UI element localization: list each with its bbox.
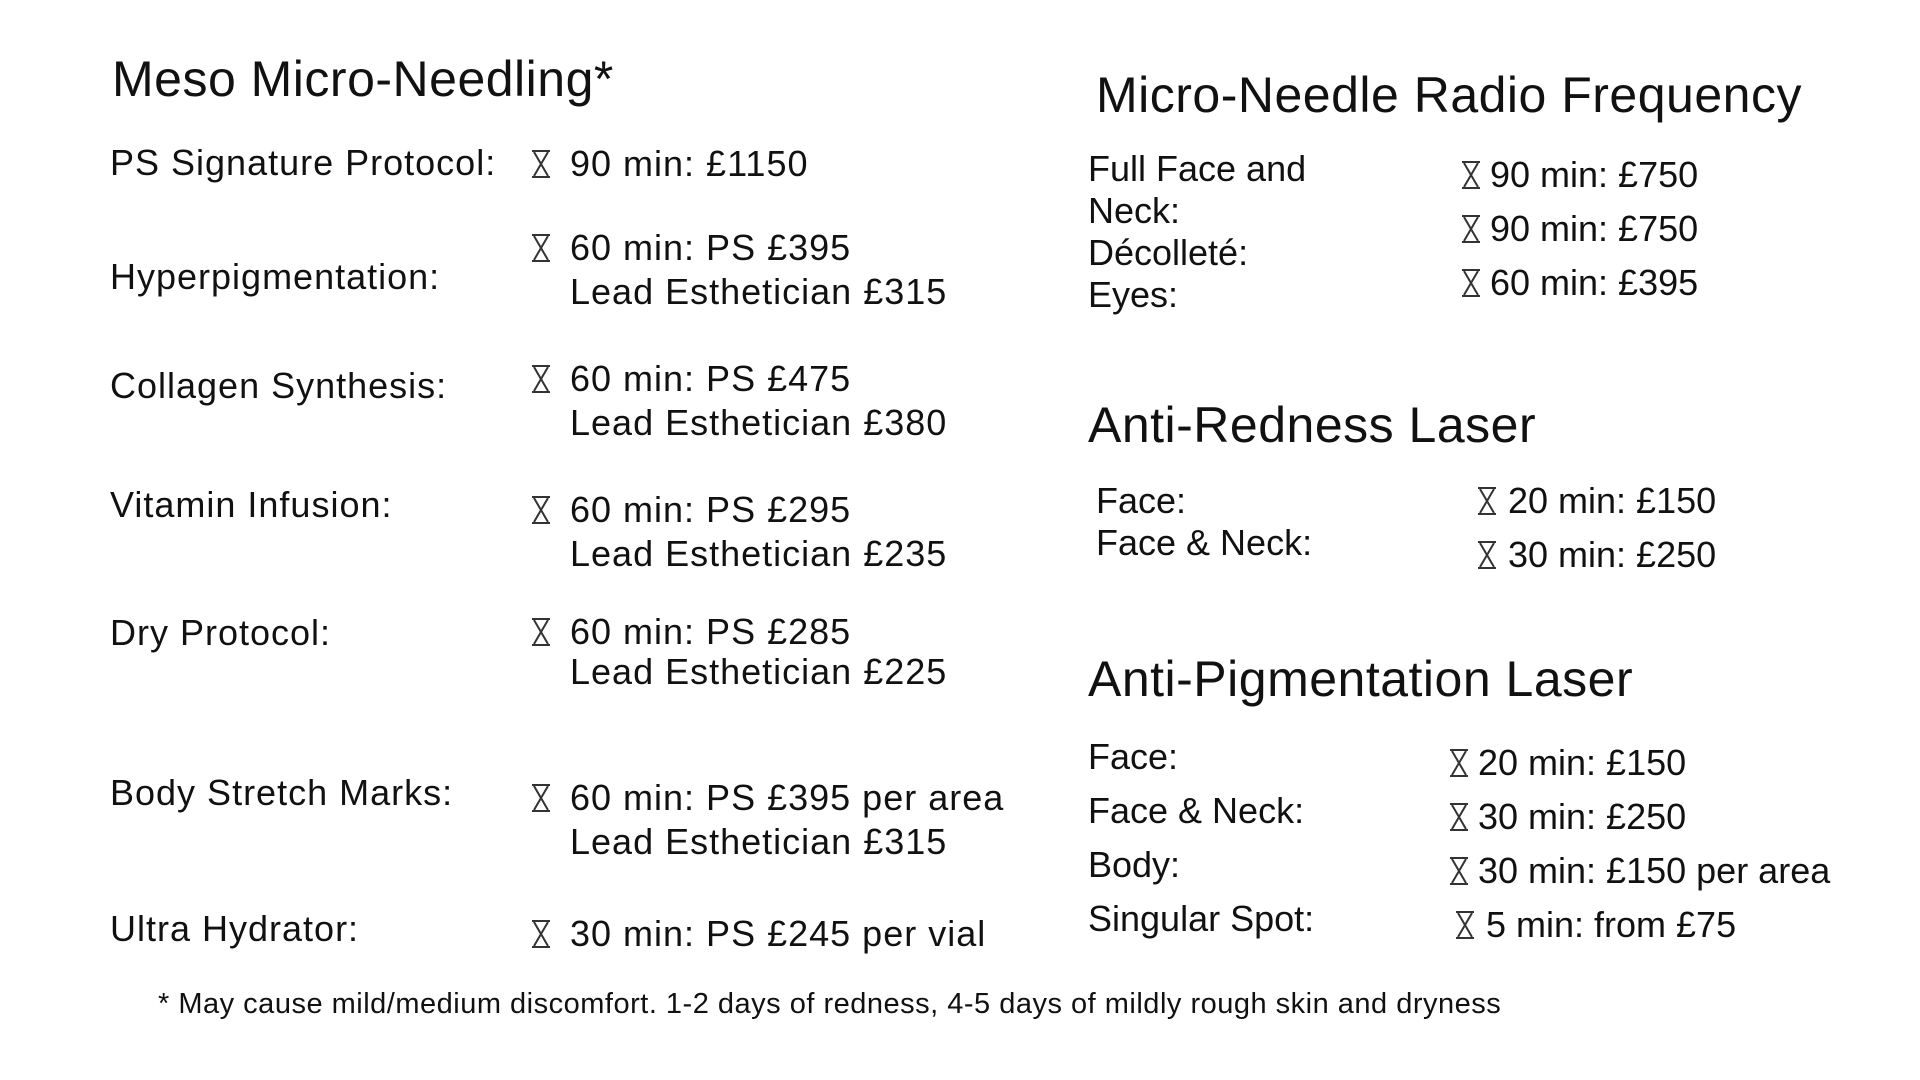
rf-price: 90 min: £750 — [1490, 208, 1699, 249]
hourglass-icon — [1460, 214, 1482, 244]
treatment-row — [110, 484, 1070, 588]
hourglass-icon — [530, 919, 552, 949]
rf-price: 90 min: £750 — [1490, 154, 1699, 195]
price-line: 60 min: PS £395 — [570, 227, 852, 268]
treatment-row — [110, 612, 1070, 702]
anti-redness-title: Anti-Redness Laser — [1088, 397, 1537, 453]
treatment-price — [530, 226, 947, 314]
price-line: Lead Esthetician £315 — [570, 271, 948, 312]
anti-pigmentation-labels — [1088, 730, 1314, 946]
anti-redness-prices — [1476, 474, 1716, 582]
treatment-row — [110, 226, 1070, 326]
treatment-label: Vitamin Infusion: — [110, 484, 393, 525]
hourglass-icon — [1476, 486, 1498, 516]
price-line: Lead Esthetician £225 — [570, 651, 948, 692]
anti-pigmentation-price: 30 min: £250 — [1478, 796, 1687, 837]
treatment-price — [530, 142, 809, 186]
treatment-label: Hyperpigmentation: — [110, 256, 441, 297]
hourglass-icon — [530, 149, 552, 179]
hourglass-icon — [1448, 802, 1470, 832]
meso-title: Meso Micro-Needling* — [112, 51, 614, 107]
rf-labels — [1088, 148, 1306, 316]
treatment-label: Dry Protocol: — [110, 612, 332, 653]
treatment-price — [530, 357, 947, 445]
price-line: 90 min: £1150 — [570, 143, 809, 184]
hourglass-icon — [1460, 160, 1482, 190]
hourglass-icon — [530, 364, 552, 394]
hourglass-icon — [1476, 540, 1498, 570]
treatment-price — [530, 612, 947, 692]
meso-section — [110, 50, 1070, 954]
price-line: 30 min: PS £245 per vial — [570, 913, 987, 954]
treatment-row — [110, 357, 1070, 457]
anti-pigmentation-label: Body: — [1088, 844, 1181, 885]
treatment-price — [530, 912, 986, 956]
rf-title: Micro-Needle Radio Frequency — [1096, 67, 1802, 123]
treatment-label: Collagen Synthesis: — [110, 365, 448, 406]
hourglass-icon — [1454, 910, 1476, 940]
anti-pigmentation-price: 20 min: £150 — [1478, 742, 1687, 783]
footnote: * May cause mild/medium discomfort. 1-2 days of redness, 4-5 days of mildly rough skin and dryness — [158, 988, 1502, 1020]
hourglass-icon — [530, 783, 552, 813]
treatment-row — [110, 142, 1070, 202]
anti-redness-labels — [1096, 480, 1312, 564]
price-line: 60 min: PS £295 — [570, 489, 852, 530]
treatment-row — [110, 908, 1070, 972]
anti-pigmentation-prices — [1448, 736, 1830, 952]
rf-label: Eyes: — [1088, 274, 1179, 315]
hourglass-icon — [530, 233, 552, 263]
hourglass-icon — [1460, 268, 1482, 298]
price-line: Lead Esthetician £315 — [570, 821, 948, 862]
price-line: 60 min: PS £285 — [570, 611, 852, 652]
price-line: Lead Esthetician £380 — [570, 402, 948, 443]
anti-redness-label: Face & Neck: — [1096, 522, 1313, 563]
hourglass-icon — [530, 617, 552, 647]
price-line: Lead Esthetician £235 — [570, 533, 948, 574]
treatment-label: PS Signature Protocol: — [110, 142, 497, 183]
hourglass-icon — [1448, 856, 1470, 886]
treatment-price — [530, 776, 1004, 864]
rf-prices — [1460, 148, 1698, 310]
rf-label: Full Face and — [1088, 148, 1307, 189]
anti-pigmentation-label: Face & Neck: — [1088, 790, 1305, 831]
treatment-label: Body Stretch Marks: — [110, 772, 454, 813]
rf-label: Décolleté: — [1088, 232, 1249, 273]
price-line: 60 min: PS £395 per area — [570, 777, 1005, 818]
treatment-row — [110, 772, 1070, 876]
anti-pigmentation-label: Singular Spot: — [1088, 898, 1315, 939]
treatment-price — [530, 488, 947, 576]
anti-redness-price: 30 min: £250 — [1508, 534, 1717, 575]
anti-redness-price: 20 min: £150 — [1508, 480, 1717, 521]
anti-pigmentation-price: 5 min: from £75 — [1486, 904, 1737, 945]
anti-pigmentation-price: 30 min: £150 per area — [1478, 850, 1831, 891]
price-line: 60 min: PS £475 — [570, 358, 852, 399]
hourglass-icon — [530, 495, 552, 525]
anti-pigmentation-label: Face: — [1088, 736, 1179, 777]
hourglass-icon — [1448, 748, 1470, 778]
rf-price: 60 min: £395 — [1490, 262, 1699, 303]
anti-pigmentation-title: Anti-Pigmentation Laser — [1088, 651, 1634, 707]
anti-redness-label: Face: — [1096, 480, 1187, 521]
treatment-label: Ultra Hydrator: — [110, 908, 360, 949]
rf-label: Neck: — [1088, 190, 1181, 231]
